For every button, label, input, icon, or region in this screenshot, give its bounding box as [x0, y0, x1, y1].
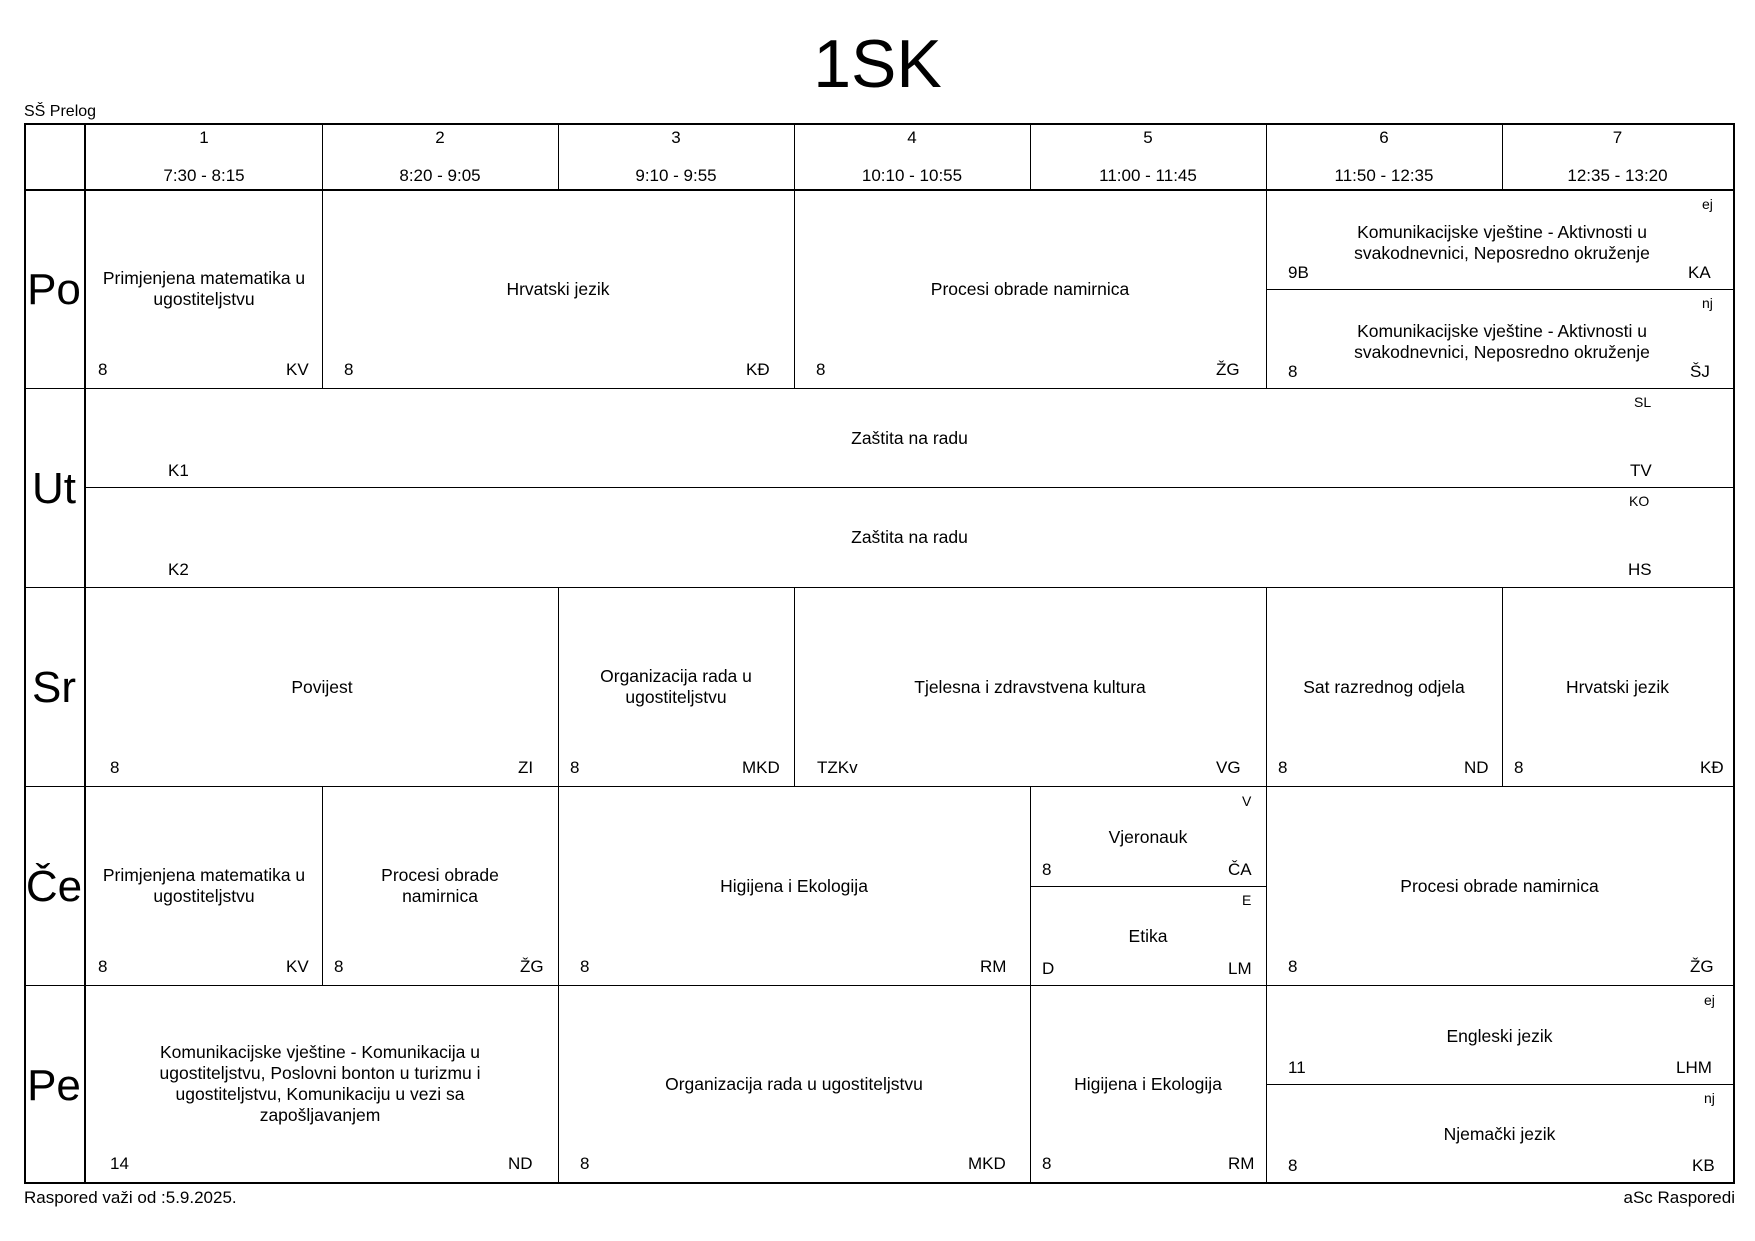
lesson-teacher: TV — [1630, 461, 1652, 480]
day-label-pe: Pe — [27, 1061, 81, 1110]
lesson-teacher: ND — [508, 1154, 533, 1173]
lesson-room: 8 — [816, 360, 826, 379]
lesson-room: 8 — [1288, 362, 1298, 381]
lesson-room: K2 — [168, 560, 189, 579]
lesson-room: 14 — [110, 1154, 129, 1173]
lesson-teacher: ŽG — [1690, 957, 1714, 976]
lesson-teacher: KĐ — [746, 360, 770, 379]
day-label-ce: Če — [25, 862, 83, 911]
period-2-number: 2 — [435, 128, 445, 147]
lesson-teacher: ND — [1464, 758, 1489, 777]
lesson-group: KO — [1629, 493, 1650, 509]
lesson-teacher: ŽG — [520, 957, 544, 976]
lesson-subject: Komunikacijske vještine - Komunikacija u ugostiteljstvu, Poslovni bonton u turizmu i ugostiteljstvu, Komunikaciju u vezi sa zapošljavanjem — [159, 1042, 481, 1125]
lesson-subject: Hrvatski jezik — [1565, 676, 1670, 697]
lesson-room: 8 — [1042, 1154, 1052, 1173]
lesson-room: D — [1042, 959, 1055, 978]
school-name: SŠ Prelog — [24, 103, 97, 120]
period-4-time: 10:10 - 10:55 — [861, 166, 963, 185]
lesson-teacher: RM — [1228, 1154, 1255, 1173]
lesson-teacher: MKD — [742, 758, 780, 777]
day-label-po: Po — [27, 265, 81, 314]
lesson-room: 8 — [570, 758, 580, 777]
lesson-teacher: LHM — [1676, 1058, 1712, 1077]
lesson-room: 8 — [1042, 860, 1052, 879]
lesson-room: 8 — [344, 360, 354, 379]
lesson-subject: Njemački jezik — [1443, 1123, 1556, 1144]
period-3-time: 9:10 - 9:55 — [635, 166, 717, 185]
lesson-group: nj — [1704, 1090, 1715, 1106]
lesson-teacher: ŠJ — [1690, 362, 1710, 381]
lesson-room: 8 — [1288, 957, 1298, 976]
lesson-teacher: KB — [1692, 1156, 1715, 1175]
lesson-subject: Engleski jezik — [1446, 1025, 1553, 1046]
lesson-subject: Zaštita na radu — [851, 427, 968, 448]
lesson-subject: Higijena i Ekologija — [720, 875, 868, 896]
lesson-room: 8 — [1514, 758, 1524, 777]
lesson-room: K1 — [168, 461, 189, 480]
lesson-teacher: KV — [286, 360, 309, 379]
day-label-sr: Sr — [32, 663, 76, 712]
lesson-group: nj — [1702, 295, 1713, 311]
lesson-group: E — [1242, 892, 1252, 908]
lesson-subject: Higijena i Ekologija — [1074, 1073, 1222, 1094]
page-title: 1SK — [813, 26, 942, 102]
period-7-number: 7 — [1612, 128, 1623, 147]
lesson-room: 8 — [580, 957, 590, 976]
lesson-group: ej — [1704, 992, 1715, 1008]
lesson-room: 8 — [334, 957, 344, 976]
lesson-subject: Komunikacijske vještine - Aktivnosti u svakodnevnici, Neposredno okruženje — [1354, 321, 1650, 362]
lesson-teacher: LM — [1228, 959, 1252, 978]
lesson-subject: Vjeronauk — [1108, 826, 1188, 847]
lesson-teacher: KV — [286, 957, 309, 976]
period-6-time: 11:50 - 12:35 — [1334, 166, 1434, 185]
lesson-subject: Sat razrednog odjela — [1303, 676, 1465, 697]
lesson-subject: Povijest — [291, 676, 353, 697]
period-2-time: 8:20 - 9:05 — [399, 166, 481, 185]
lesson-teacher: HS — [1628, 560, 1652, 579]
lesson-subject: Hrvatski jezik — [506, 278, 610, 299]
lesson-subject: Primjenjena matematika u ugostiteljstvu — [102, 268, 306, 309]
lesson-teacher: KĐ — [1700, 758, 1724, 777]
lesson-group: ej — [1702, 196, 1713, 212]
lesson-room: 11 — [1288, 1058, 1306, 1077]
lesson-room: 8 — [98, 360, 108, 379]
day-label-ut: Ut — [32, 464, 76, 513]
period-3-number: 3 — [671, 128, 681, 147]
lesson-subject: Komunikacijske vještine - Aktivnosti u svakodnevnici, Neposredno okruženje — [1354, 222, 1650, 263]
lesson-teacher: ČA — [1228, 860, 1252, 879]
period-5-number: 5 — [1143, 128, 1153, 147]
period-1-number: 1 — [199, 128, 209, 147]
lesson-subject: Organizacija rada u ugostiteljstvu — [665, 1073, 923, 1094]
lesson-group: V — [1242, 793, 1252, 809]
lesson-subject: Procesi obrade namirnica — [930, 278, 1130, 299]
timetable-grid — [24, 123, 1735, 1184]
lesson-room: 8 — [580, 1154, 590, 1173]
lesson-teacher: KA — [1688, 263, 1711, 282]
lesson-teacher: ŽG — [1216, 360, 1240, 379]
lesson-teacher: MKD — [968, 1154, 1006, 1173]
lesson-group: SL — [1634, 394, 1652, 410]
lesson-teacher: VG — [1216, 758, 1241, 777]
lesson-room: 9B — [1288, 263, 1309, 282]
period-4-number: 4 — [907, 128, 917, 147]
lesson-teacher: RM — [980, 957, 1007, 976]
lesson-room: 8 — [1278, 758, 1288, 777]
lesson-subject: Etika — [1128, 925, 1168, 946]
software-credit: aSc Rasporedi — [1623, 1188, 1735, 1207]
period-1-time: 7:30 - 8:15 — [163, 166, 245, 185]
period-5-time: 11:00 - 11:45 — [1099, 166, 1197, 185]
lesson-room: 8 — [1288, 1156, 1298, 1175]
lesson-subject: Zaštita na radu — [851, 526, 968, 547]
lesson-room: 8 — [110, 758, 120, 777]
lesson-subject: Organizacija rada u ugostiteljstvu — [600, 666, 752, 707]
lesson-subject: Procesi obrade namirnica — [381, 865, 499, 906]
lesson-subject: Tjelesna i zdravstvena kultura — [914, 676, 1146, 697]
lesson-subject: Procesi obrade namirnica — [1400, 875, 1599, 896]
lesson-room: 8 — [98, 957, 108, 976]
period-6-number: 6 — [1379, 128, 1389, 147]
lesson-subject: Primjenjena matematika u ugostiteljstvu — [102, 865, 306, 906]
period-7-time: 12:35 - 13:20 — [1567, 166, 1668, 185]
lesson-room: TZKv — [817, 758, 858, 777]
lesson-teacher: ZI — [518, 758, 534, 777]
valid-from-note: Raspored važi od :5.9.2025. — [24, 1188, 237, 1207]
